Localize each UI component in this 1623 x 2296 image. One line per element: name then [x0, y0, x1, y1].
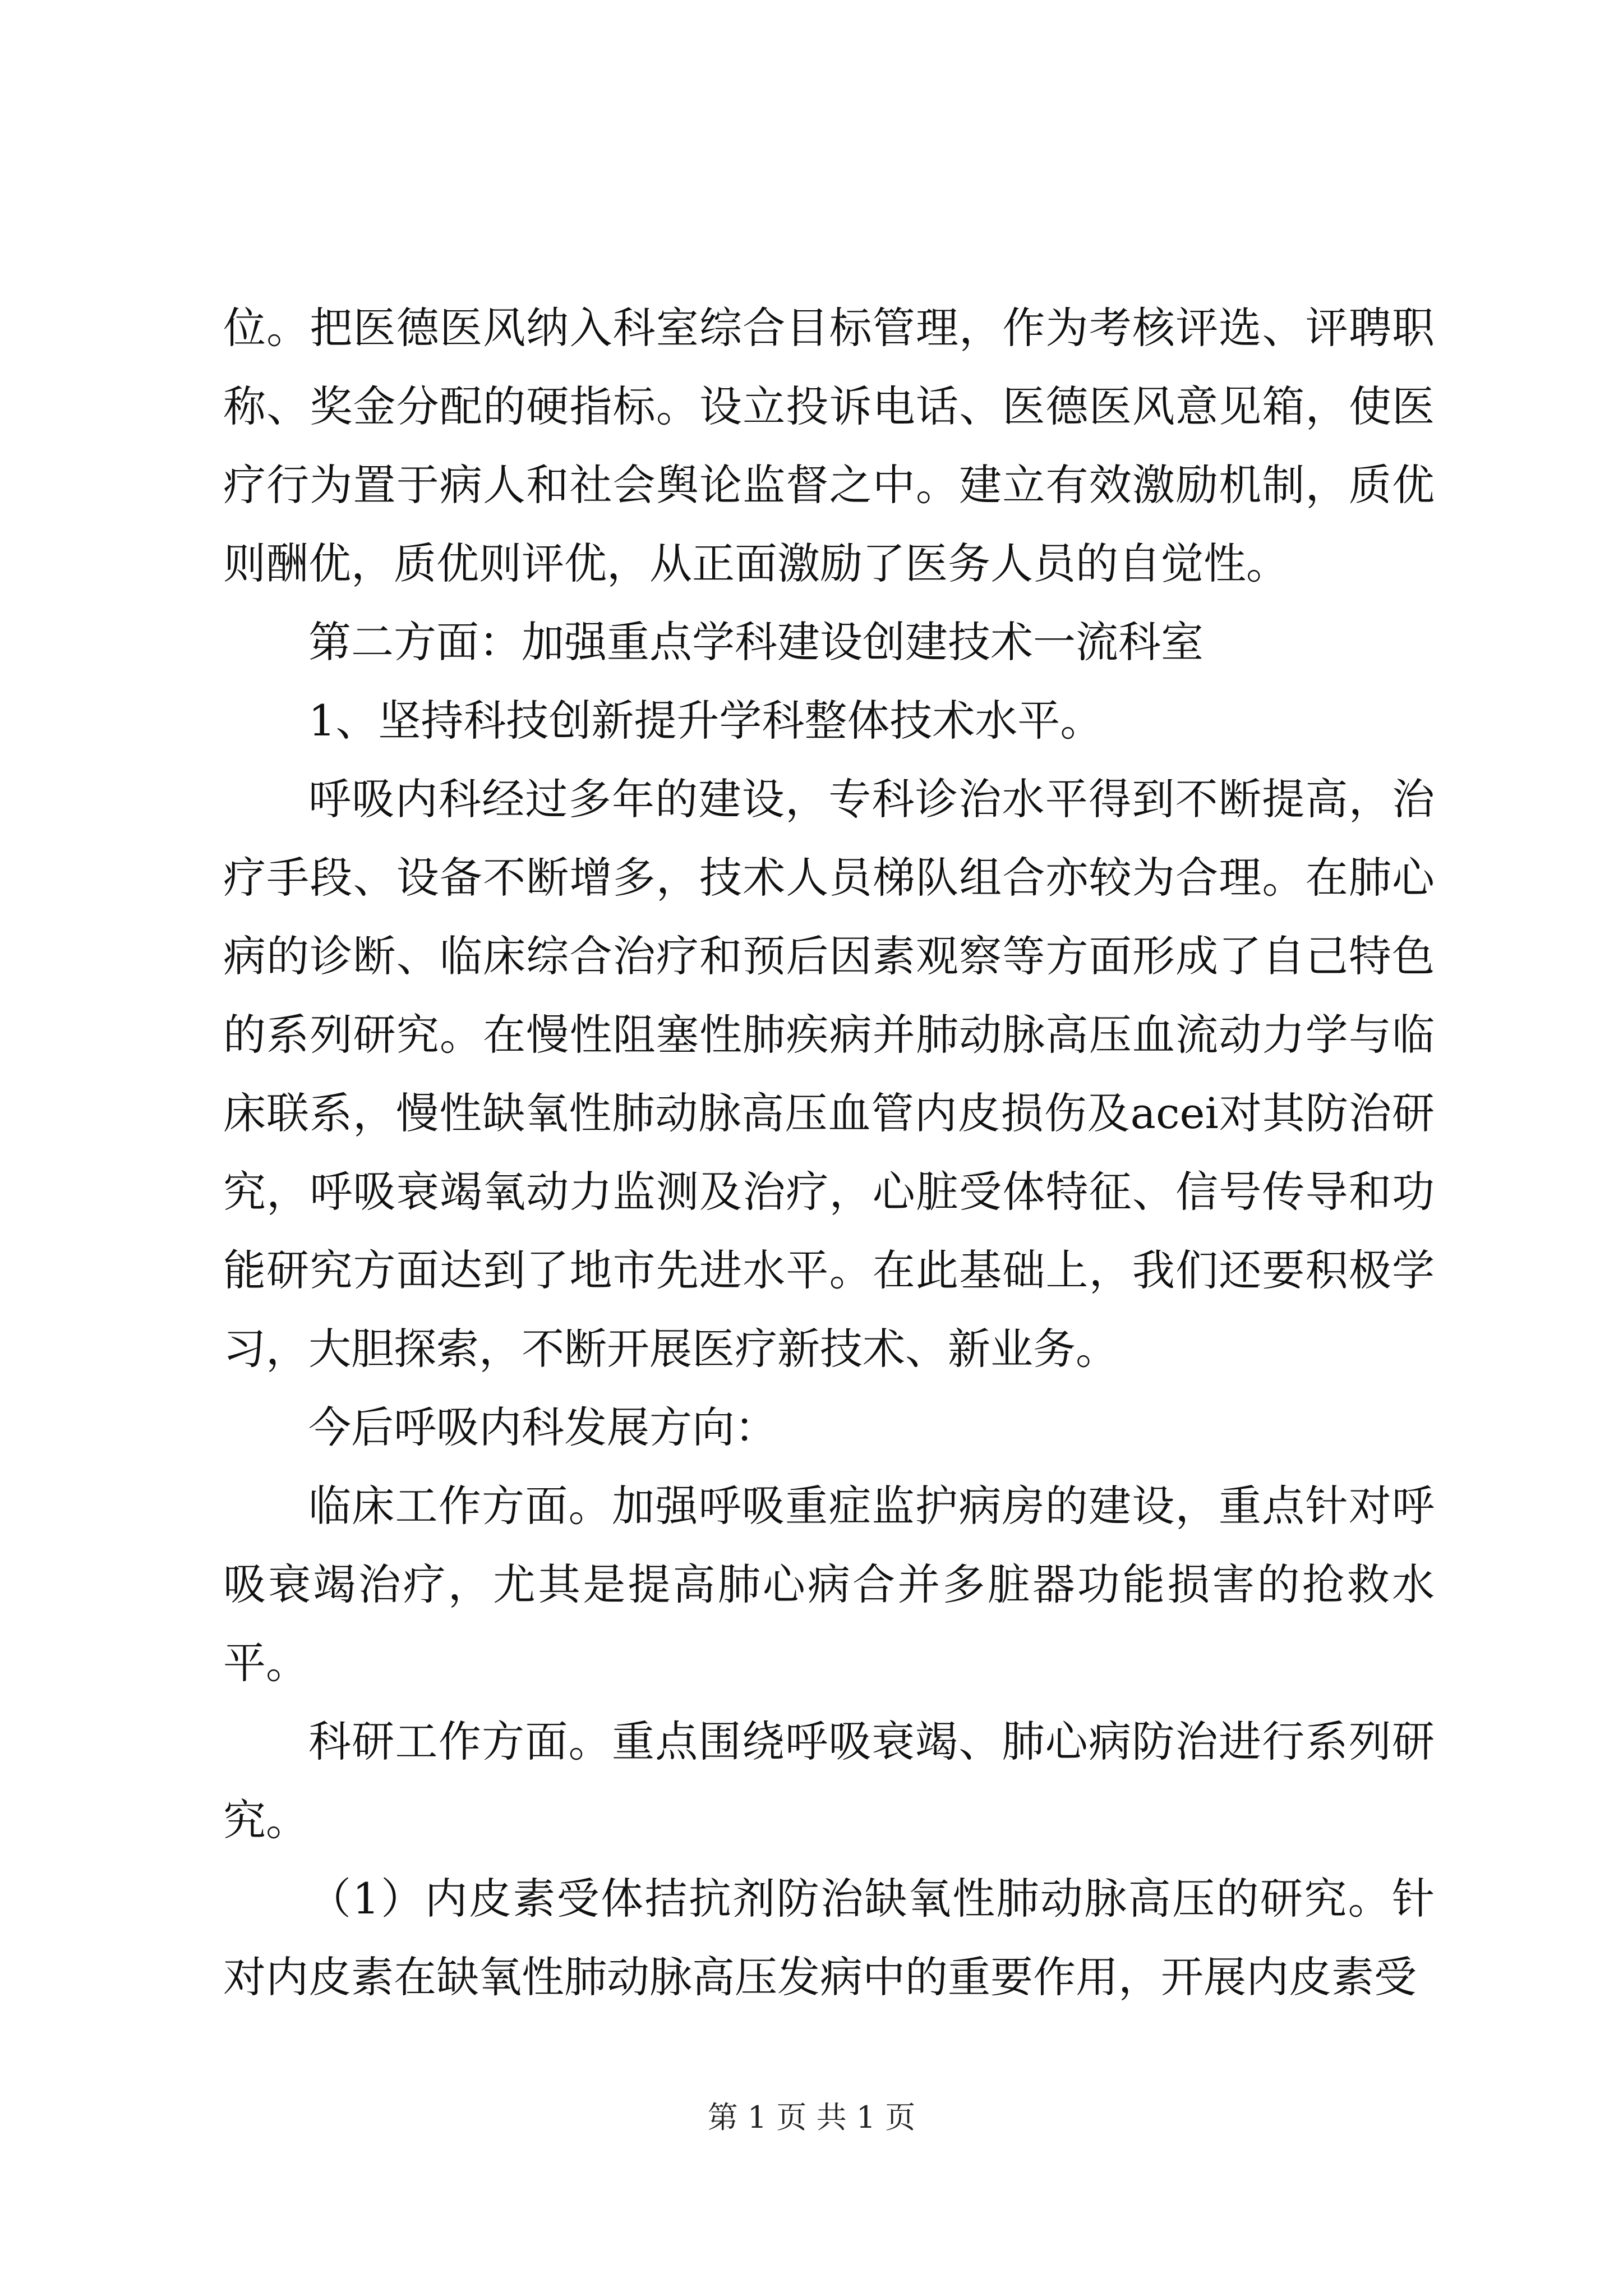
paragraph-5: 今后呼吸内科发展方向：: [308, 1402, 777, 1452]
paragraph-8: （1）内皮素受体拮抗剂防治缺氧性肺动脉高压的研究。针对内皮素在缺氧性肺动脉高压发病中的重要作用，开展内皮素受: [223, 1874, 1435, 2002]
paragraph-2-section-heading: 第二方面：加强重点学科建设创建技术一流科室: [308, 617, 1204, 667]
document-body: [223, 289, 1435, 2017]
paragraph-1: 位。把医德医风纳入科室综合目标管理，作为考核评选、评聘职称、奖金分配的硬指标。设立投诉电话、医德医风意见箱，使医疗行为置于病人和社会舆论监督之中。建立有效激励机制，质优则酬优，质优则评优，从正面激励了医务人员的自觉性。: [223, 303, 1435, 588]
paragraph-3-subheading: 1、坚持科技创新提升学科整体技术水平。: [308, 696, 1103, 746]
paragraph-4: 呼吸内科经过多年的建设，专科诊治水平得到不断提高，治疗手段、设备不断增多，技术人员梯队组合亦较为合理。在肺心病的诊断、临床综合治疗和预后因素观察等方面形成了自己特色的系列研究。在慢性阻塞性肺疾病并肺动脉高压血流动力学与临床联系，慢性缺氧性肺动脉高压血管内皮损伤及acei对其防治研究，呼吸衰竭氧动力监测及治疗，心脏受体特征、信号传导和功能研究方面达到了地市先进水平。在此基础上，我们还要积极学习，大胆探索，不断开展医疗新技术、新业务。: [223, 774, 1435, 1374]
page-footer: 第 1 页 共 1 页: [707, 2100, 916, 2135]
paragraph-6: 临床工作方面。加强呼吸重症监护病房的建设，重点针对呼吸衰竭治疗，尤其是提高肺心病合并多脏器功能损害的抢救水平。: [223, 1481, 1435, 1688]
paragraph-7: 科研工作方面。重点围绕呼吸衰竭、肺心病防治进行系列研究。: [223, 1717, 1435, 1845]
